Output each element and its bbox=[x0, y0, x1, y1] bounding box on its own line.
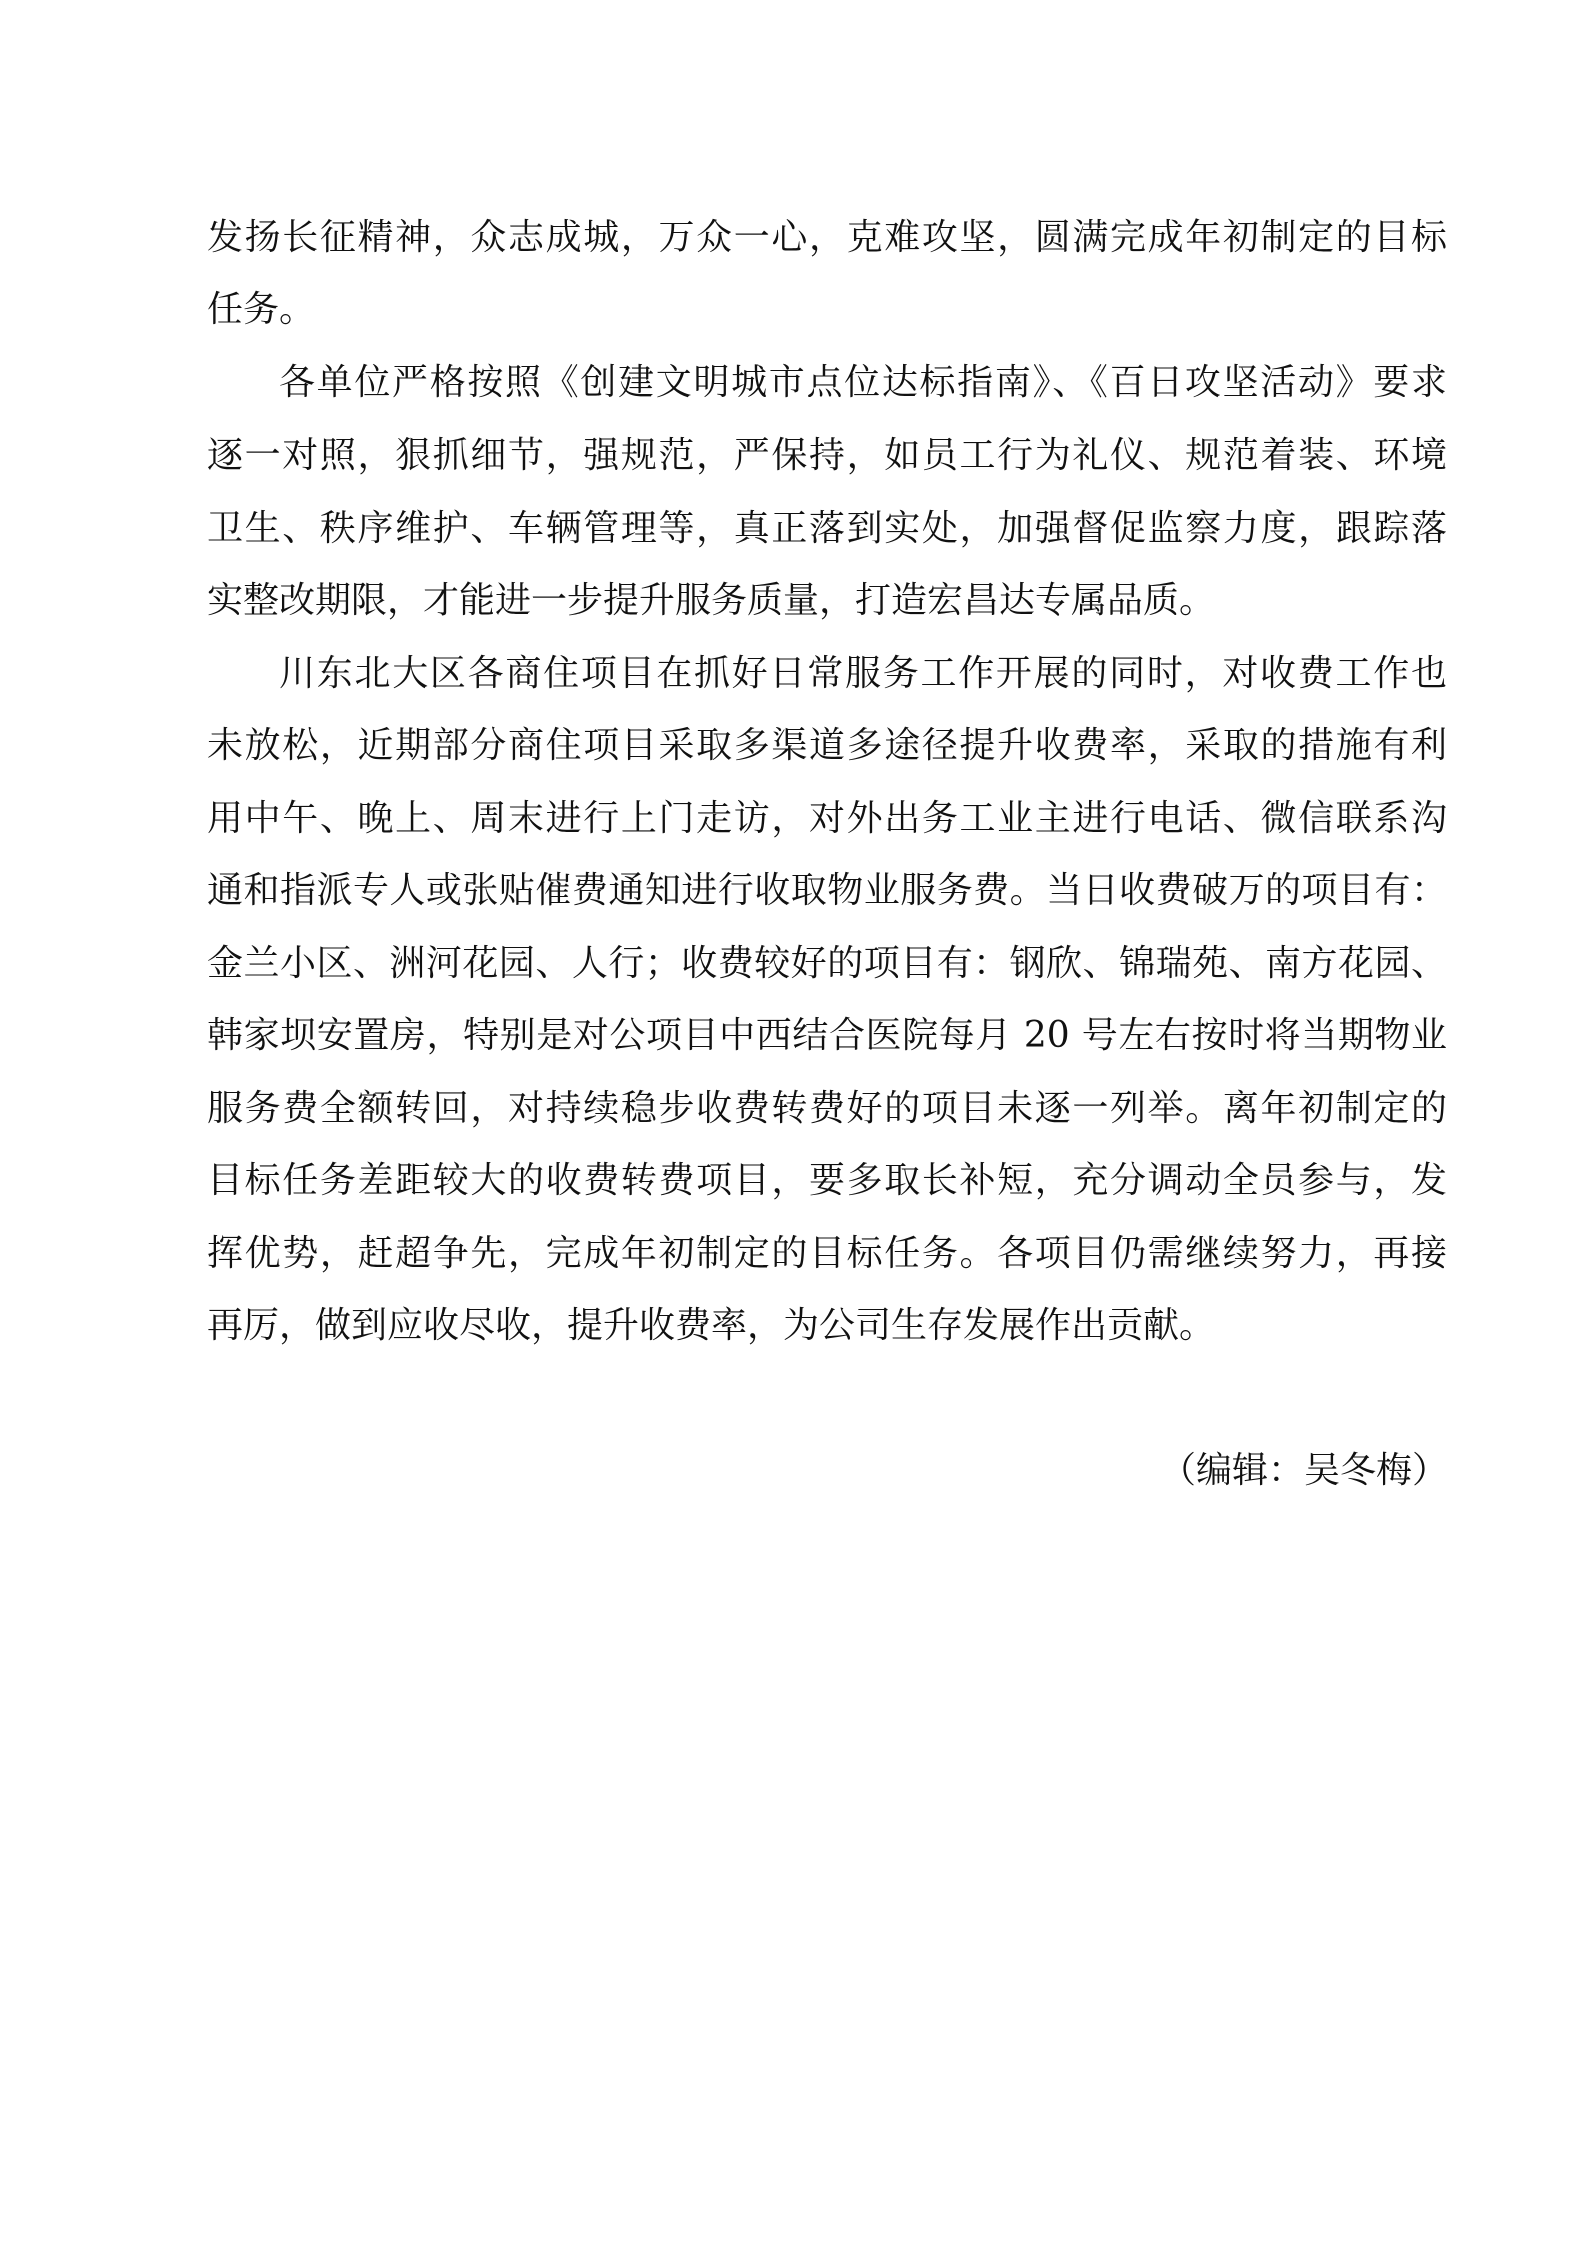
paragraph-line: 各单位严格按照《创建文明城市点位达标指南》、《百日攻坚活动》要求 bbox=[279, 362, 1447, 403]
paragraph-line: 逐一对照，狠抓细节，强规范，严保持，如员工行为礼仪、规范着装、环境 bbox=[207, 435, 1447, 476]
paragraph-line: 用中午、晚上、周末进行上门走访，对外出务工业主进行电话、微信联系沟 bbox=[207, 798, 1447, 839]
editor-signature: （编辑：吴冬梅） bbox=[1159, 1450, 1448, 1491]
paragraph-line: 目标任务差距较大的收费转费项目，要多取长补短，充分调动全员参与，发 bbox=[207, 1160, 1447, 1201]
paragraph-line: 任务。 bbox=[207, 289, 316, 330]
paragraph-line: 通和指派专人或张贴催费通知进行收取物业服务费。当日收费破万的项目有： bbox=[207, 870, 1447, 911]
paragraph-line: 再厉，做到应收尽收，提升收费率，为公司生存发展作出贡献。 bbox=[207, 1305, 1216, 1346]
paragraph-line: 卫生、秩序维护、车辆管理等，真正落到实处，加强督促监察力度，跟踪落 bbox=[207, 508, 1447, 549]
paragraph-line: 川东北大区各商住项目在抓好日常服务工作开展的同时，对收费工作也 bbox=[279, 653, 1447, 694]
paragraph-line: 金兰小区、洲河花园、人行；收费较好的项目有：钢欣、锦瑞苑、南方花园、 bbox=[207, 943, 1447, 984]
paragraph-line: 挥优势，赶超争先，完成年初制定的目标任务。各项目仍需继续努力，再接 bbox=[207, 1233, 1447, 1274]
paragraph-line: 实整改期限，才能进一步提升服务质量，打造宏昌达专属品质。 bbox=[207, 580, 1216, 621]
paragraph-line: 服务费全额转回，对持续稳步收费转费好的项目未逐一列举。离年初制定的 bbox=[207, 1088, 1447, 1129]
paragraph-line: 发扬长征精神，众志成城，万众一心，克难攻坚，圆满完成年初制定的目标 bbox=[207, 217, 1447, 258]
paragraph-line: 韩家坝安置房，特别是对公项目中西结合医院每月 20 号左右按时将当期物业 bbox=[207, 1015, 1447, 1056]
paragraph-line: 未放松，近期部分商住项目采取多渠道多途径提升收费率，采取的措施有利 bbox=[207, 725, 1447, 766]
